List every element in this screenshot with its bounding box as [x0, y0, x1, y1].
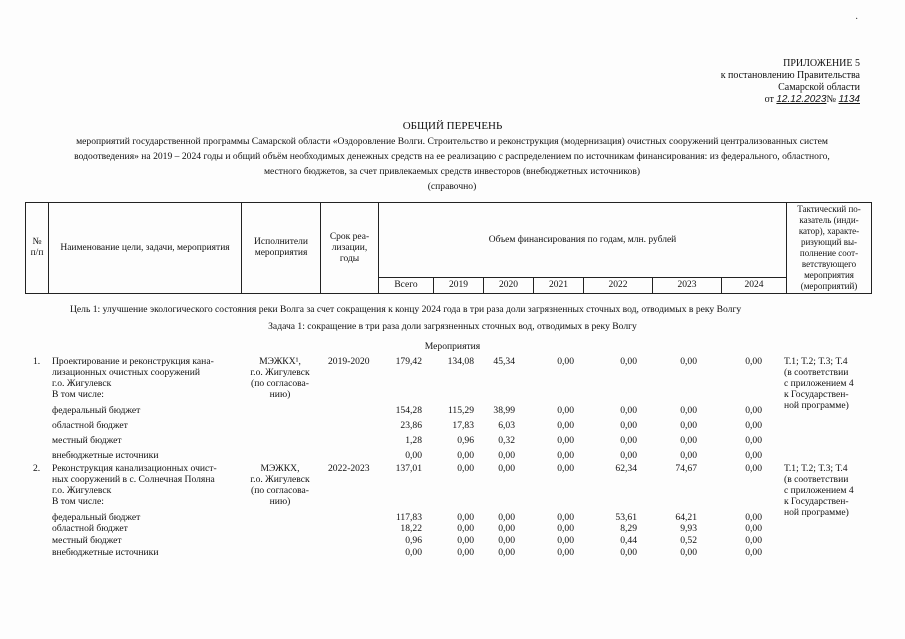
year-header: 2024 [722, 278, 787, 294]
source-value-cell: 0,00 [680, 405, 697, 416]
source-value-cell: 0,00 [620, 450, 637, 461]
indicator-line: с приложением 4 [784, 485, 854, 496]
indicator-line: (в соответствии [784, 474, 849, 485]
row-name [52, 463, 217, 507]
row-name-line: ных сооружений в с. Солнечная Поляна [52, 474, 215, 485]
col-funding: Объем финансирования по годам, млн. рублей [379, 203, 787, 278]
source-value-cell: 0,00 [457, 450, 474, 461]
row-name-line: В том числе: [52, 496, 104, 507]
appendix-region: Самарской области [778, 82, 860, 93]
subtitle-line-1: мероприятий государственной программы Самарской области «Оздоровление Волги. Строительство и реконструкция (модернизация) очистных сооружений централизованных систем [76, 136, 828, 147]
executor-line: г.о. Жигулевск [250, 367, 310, 378]
col-indicator: Тактический по-казатель (инди-катор), характе-ризующий вы-полнение соот-ветствующего мероприятия (мероприятий) [787, 203, 872, 294]
col-term: Срок реа-лизации, годы [321, 203, 379, 294]
indicator-line: к Государствен- [784, 389, 849, 400]
source-value-cell: 9,93 [680, 523, 697, 534]
year-header: Всего [379, 278, 434, 294]
source-value-cell: 1,28 [405, 435, 422, 446]
source-value-cell: 0,00 [557, 435, 574, 446]
total-value-cell: 74,67 [675, 463, 697, 474]
source-value-cell: 0,00 [498, 523, 515, 534]
appendix-block [660, 58, 860, 106]
source-value-cell: 0,00 [557, 547, 574, 558]
source-value-cell: 0,96 [405, 535, 422, 546]
date-value: 12.12.2023 [776, 94, 827, 105]
total-value-cell: 179,42 [395, 356, 422, 367]
source-value-cell: 0,00 [457, 523, 474, 534]
row-number: 2. [33, 463, 41, 474]
indicator-line: ной программе) [784, 400, 849, 411]
executor-line: нию) [269, 496, 291, 507]
row-indicator [784, 356, 854, 411]
indicator-line: к Государствен- [784, 496, 849, 507]
source-value-cell: 0,00 [457, 512, 474, 523]
source-value-cell: 0,00 [498, 512, 515, 523]
sub-row-label: федеральный бюджет [52, 405, 141, 416]
source-value-cell: 0,00 [557, 512, 574, 523]
source-value-cell: 38,99 [493, 405, 515, 416]
source-value-cell: 154,28 [395, 405, 422, 416]
total-value-cell: 45,34 [493, 356, 515, 367]
total-value-cell: 0,00 [457, 463, 474, 474]
source-value-cell: 0,00 [745, 405, 762, 416]
col-num: № п/п [26, 203, 49, 294]
source-value-cell: 117,83 [395, 512, 422, 523]
executor-line: (по согласова- [251, 378, 309, 389]
total-value-cell: 0,00 [745, 463, 762, 474]
scan-mark: · [855, 14, 859, 25]
sub-row-label: местный бюджет [52, 435, 122, 446]
executor-line: МЭЖКХ¹, [259, 356, 301, 367]
source-value-cell: 0,00 [498, 547, 515, 558]
task-line: Задача 1: сокращение в три раза доли загрязненных сточных вод, отводимых в реку Волгу [268, 321, 637, 332]
total-value-cell: 0,00 [620, 356, 637, 367]
source-value-cell: 0,00 [620, 547, 637, 558]
row-indicator [784, 463, 854, 518]
source-value-cell: 0,00 [620, 420, 637, 431]
row-name-line: г.о. Жигулевск [52, 485, 112, 496]
source-value-cell: 0,00 [457, 547, 474, 558]
appendix-resolution: к постановлению Правительства [720, 70, 860, 81]
subtitle-line-4: (справочно) [427, 181, 477, 192]
source-value-cell: 0,00 [620, 405, 637, 416]
subtitle-line-3: местного бюджетов, за счет привлекаемых средств инвесторов (внебюджетных источников) [263, 166, 641, 177]
source-value-cell: 6,03 [498, 420, 515, 431]
year-header: 2019 [434, 278, 484, 294]
row-name-line: г.о. Жигулевск [52, 378, 112, 389]
source-value-cell: 0,00 [745, 420, 762, 431]
source-value-cell: 0,00 [680, 547, 697, 558]
date-label: от [764, 94, 774, 105]
indicator-line: ной программе) [784, 507, 849, 518]
row-term: 2019-2020 [328, 356, 370, 367]
sub-row-label: областной бюджет [52, 523, 128, 534]
source-value-cell: 0,44 [620, 535, 637, 546]
total-value-cell: 0,00 [680, 356, 697, 367]
sub-row-label: федеральный бюджет [52, 512, 141, 523]
source-value-cell: 0,00 [498, 450, 515, 461]
indicator-line: Т.1; Т.2; Т.3; Т.4 [784, 463, 848, 474]
row-executors [240, 356, 320, 400]
source-value-cell: 0,00 [557, 405, 574, 416]
total-value-cell: 0,00 [745, 356, 762, 367]
executor-line: г.о. Жигулевск [250, 474, 310, 485]
source-value-cell: 0,32 [498, 435, 515, 446]
source-value-cell: 0,00 [680, 450, 697, 461]
year-header: 2020 [484, 278, 534, 294]
total-value-cell: 0,00 [557, 356, 574, 367]
document-subtitle [24, 134, 880, 194]
executor-line: (по согласова- [251, 485, 309, 496]
source-value-cell: 0,00 [745, 512, 762, 523]
document-title: ОБЩИЙ ПЕРЕЧЕНЬ [402, 120, 503, 132]
source-value-cell: 0,00 [745, 547, 762, 558]
source-value-cell: 0,00 [745, 435, 762, 446]
source-value-cell: 0,52 [680, 535, 697, 546]
source-value-cell: 17,83 [452, 420, 474, 431]
source-value-cell: 0,00 [498, 535, 515, 546]
row-name-line: лизационных очистных сооружений [52, 367, 201, 378]
source-value-cell: 115,29 [447, 405, 474, 416]
number-label: № [826, 94, 836, 105]
appendix-title: ПРИЛОЖЕНИЕ 5 [783, 58, 860, 69]
year-header: 2022 [584, 278, 653, 294]
total-value-cell: 134,08 [447, 356, 474, 367]
source-value-cell: 23,86 [400, 420, 422, 431]
year-header: 2021 [534, 278, 584, 294]
indicator-line: (в соответствии [784, 367, 849, 378]
header-table [25, 202, 872, 294]
total-value-cell: 62,34 [615, 463, 637, 474]
source-value-cell: 0,00 [457, 535, 474, 546]
source-value-cell: 18,22 [400, 523, 422, 534]
executor-line: МЭЖКХ, [260, 463, 300, 474]
row-number: 1. [33, 356, 41, 367]
source-value-cell: 0,00 [680, 420, 697, 431]
appendix-date-line [660, 94, 860, 106]
col-executors: Исполнители мероприятия [242, 203, 321, 294]
subtitle-line-2: водоотведения» на 2019 – 2024 годы и общий объём необходимых денежных средств на ее реализацию с распределением по источникам финансирования: из федерального, областного, [74, 151, 830, 162]
source-value-cell: 0,00 [405, 547, 422, 558]
source-value-cell: 0,00 [745, 535, 762, 546]
sub-row-label: областной бюджет [52, 420, 128, 431]
indicator-line: Т.1; Т.2; Т.3; Т.4 [784, 356, 848, 367]
total-value-cell: 0,00 [498, 463, 515, 474]
source-value-cell: 0,00 [745, 523, 762, 534]
row-executors [240, 463, 320, 507]
row-name-line: Реконструкция канализационных очист- [52, 463, 217, 474]
executor-line: нию) [269, 389, 291, 400]
sub-row-label: внебюджетные источники [52, 547, 159, 558]
row-name [52, 356, 214, 400]
source-value-cell: 8,29 [620, 523, 637, 534]
indicator-line: с приложением 4 [784, 378, 854, 389]
sub-row-label: местный бюджет [52, 535, 122, 546]
row-name-line: Проектирование и реконструкция кана- [52, 356, 214, 367]
total-value-cell: 0,00 [557, 463, 574, 474]
goal-line: Цель 1: улучшение экологического состояния реки Волга за счет сокращения к концу 2024 года в три раза доли загрязненных сточных вод, отводимых в реку Волгу [70, 304, 742, 315]
sub-row-label: внебюджетные источники [52, 450, 159, 461]
number-value: 1134 [838, 94, 860, 105]
total-value-cell: 137,01 [395, 463, 422, 474]
events-label: Мероприятия [424, 341, 481, 352]
row-term: 2022-2023 [328, 463, 370, 474]
source-value-cell: 0,00 [745, 450, 762, 461]
source-value-cell: 53,61 [615, 512, 637, 523]
source-value-cell: 0,00 [557, 523, 574, 534]
source-value-cell: 0,00 [557, 535, 574, 546]
source-value-cell: 0,00 [680, 435, 697, 446]
source-value-cell: 0,00 [557, 450, 574, 461]
source-value-cell: 0,00 [620, 435, 637, 446]
col-name: Наименование цели, задачи, мероприятия [49, 203, 242, 294]
source-value-cell: 0,96 [457, 435, 474, 446]
row-name-line: В том числе: [52, 389, 104, 400]
year-header: 2023 [653, 278, 722, 294]
source-value-cell: 0,00 [405, 450, 422, 461]
source-value-cell: 0,00 [557, 420, 574, 431]
source-value-cell: 64,21 [675, 512, 697, 523]
